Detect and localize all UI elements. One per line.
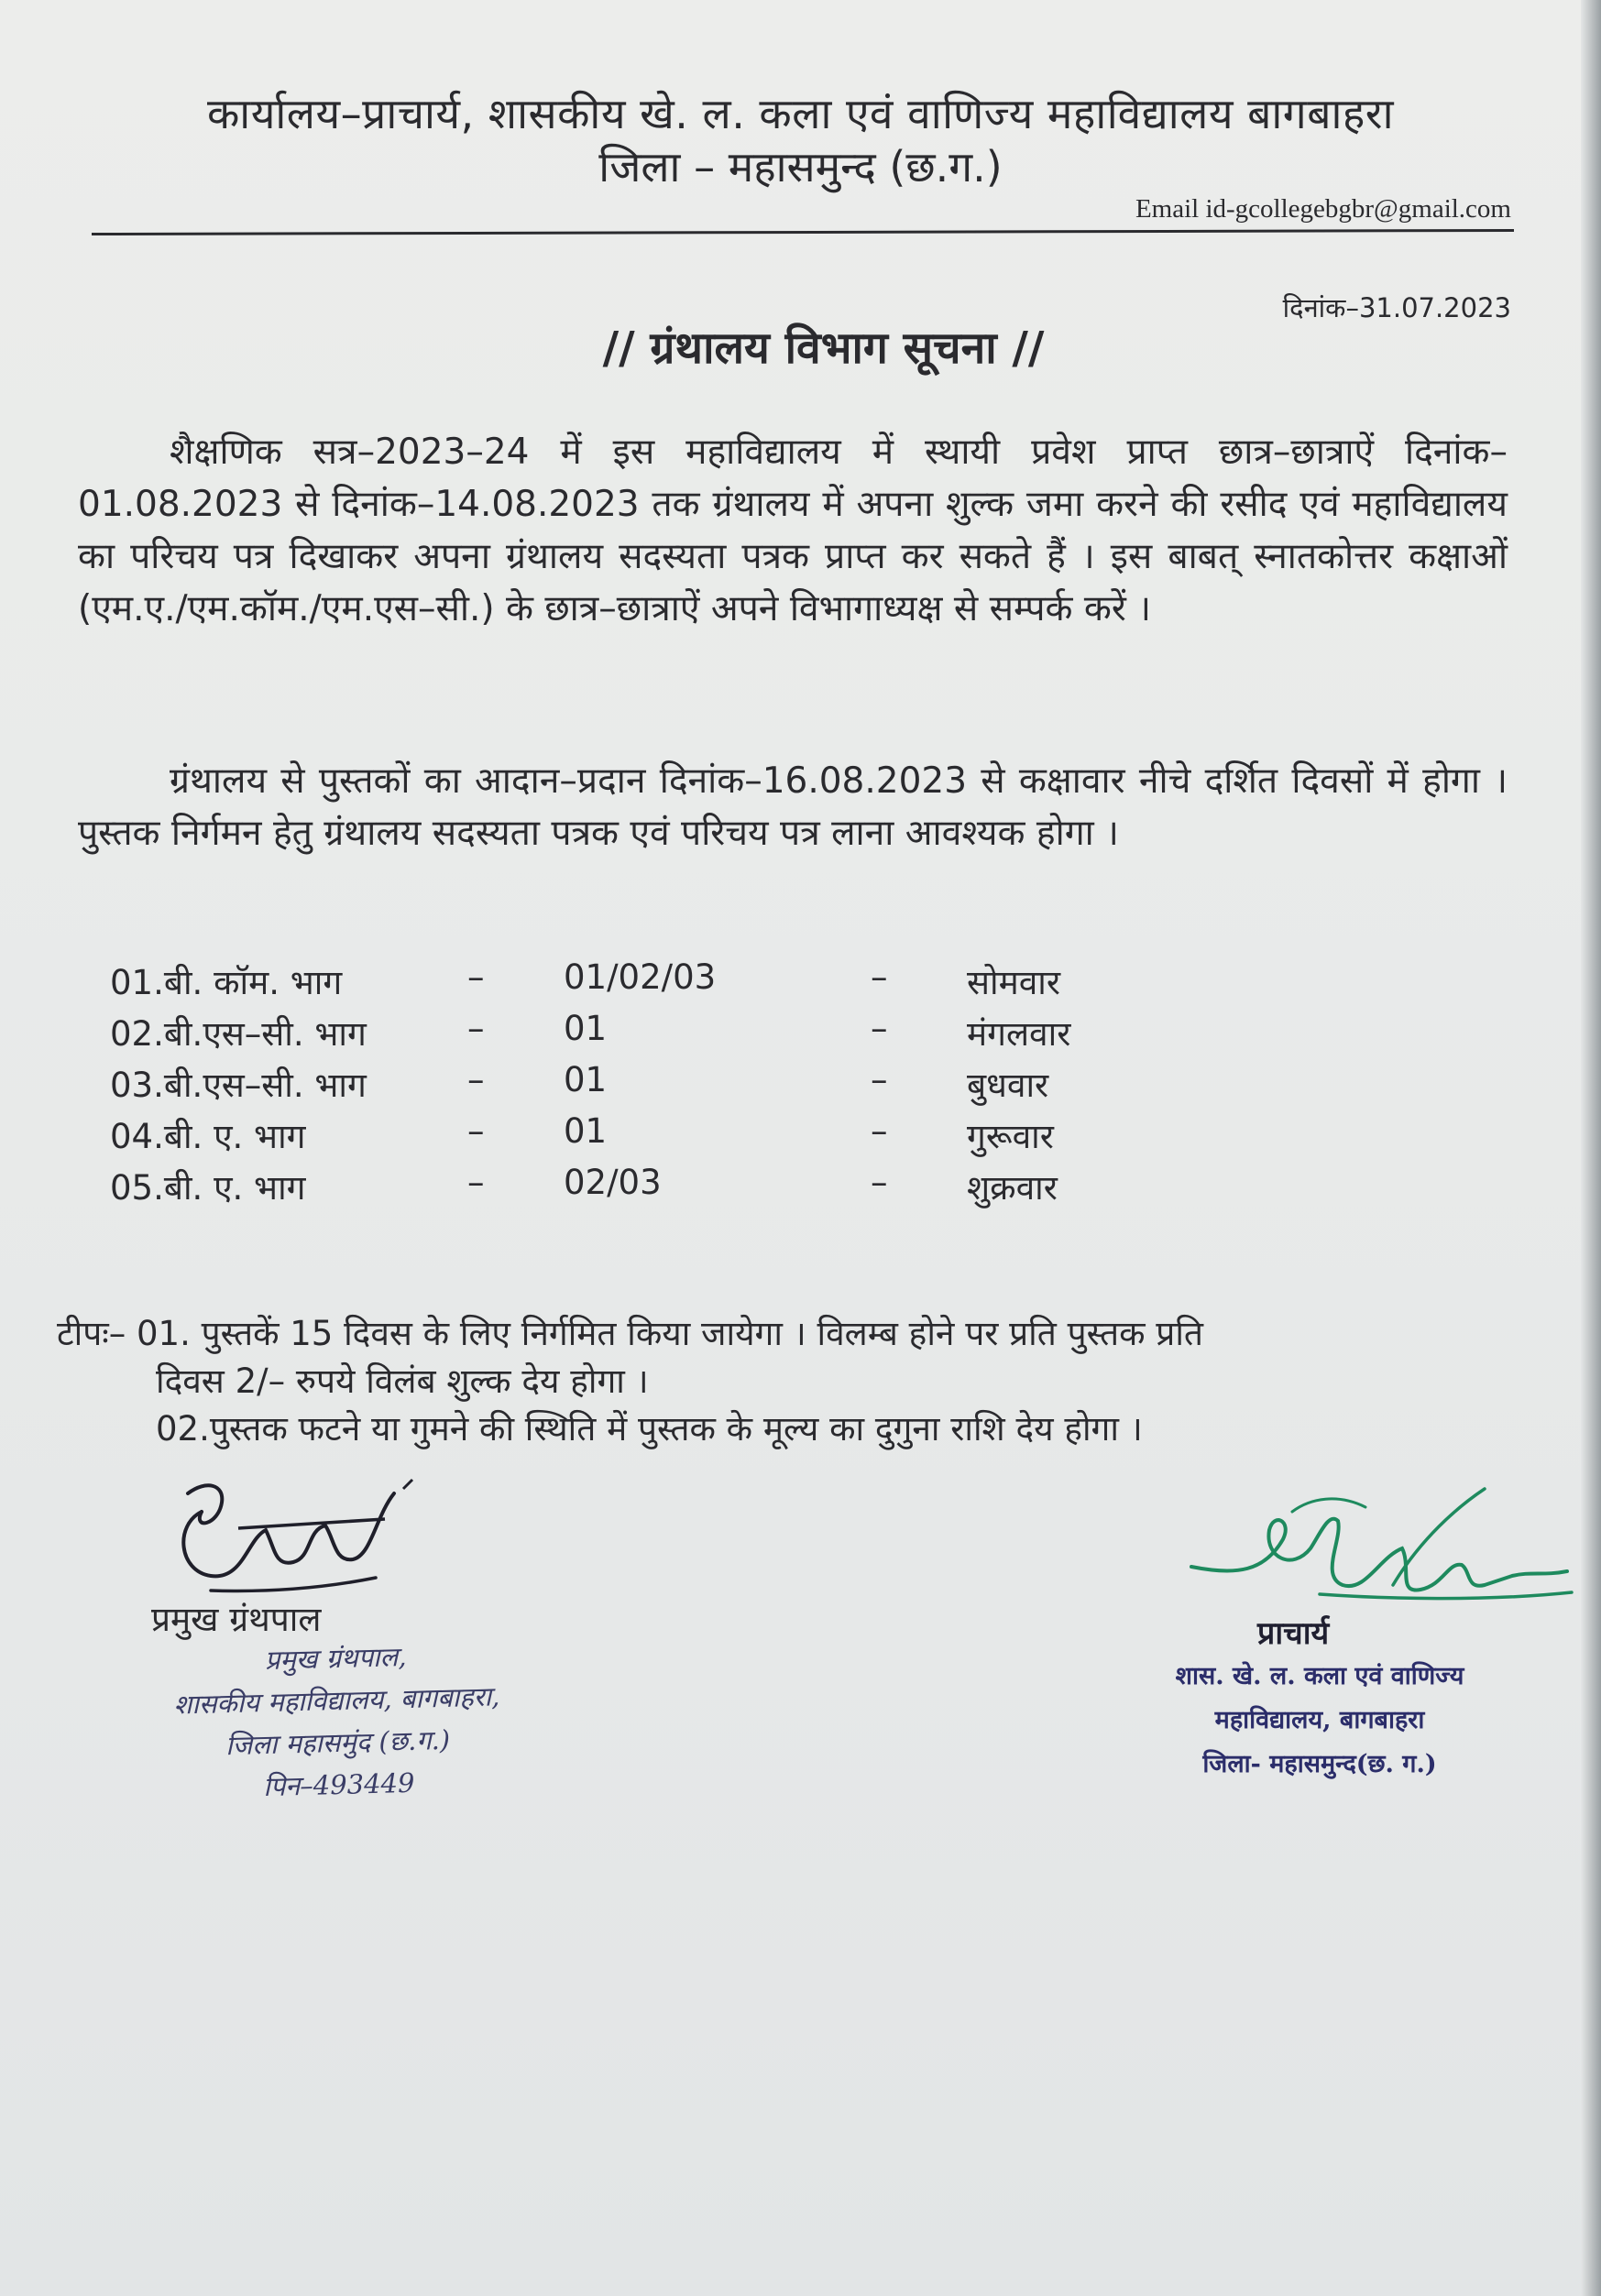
note-line: टीपः– 01. पुस्तकें 15 दिवस के लिए निर्गमित किया जायेगा । विलम्ब होने पर प्रति पुस्तक प्रति xyxy=(57,1314,1203,1353)
schedule-dash: – xyxy=(871,957,888,997)
stamp-line: महाविद्यालय, बागबाहरा xyxy=(1214,1706,1425,1734)
schedule-dash: – xyxy=(467,1060,485,1099)
district-header: जिला – महासमुन्द (छ.ग.) xyxy=(598,142,1003,191)
header-divider xyxy=(92,229,1514,235)
schedule-dash: – xyxy=(871,1163,888,1202)
schedule-course: 02.बी.एस–सी. भाग xyxy=(110,1014,367,1054)
schedule-day: शुक्रवार xyxy=(967,1168,1058,1208)
schedule-dash: – xyxy=(467,1163,485,1202)
schedule-course: 03.बी.एस–सी. भाग xyxy=(110,1066,367,1105)
schedule-day: गुरूवार xyxy=(967,1117,1054,1156)
stamp-line: शासकीय महाविद्यालय, बागबाहरा, xyxy=(173,1680,500,1721)
schedule-part: 01 xyxy=(564,1009,608,1048)
schedule-part: 02/03 xyxy=(564,1163,662,1202)
schedule-dash: – xyxy=(467,1009,485,1048)
schedule-part: 01/02/03 xyxy=(564,957,717,997)
principal-title: प्राचार्य xyxy=(1257,1615,1330,1652)
schedule-list xyxy=(110,957,1210,1214)
schedule-course: 01.बी. कॉम. भाग xyxy=(110,963,343,1002)
stamp-line: शास. खे. ल. कला एवं वाणिज्य xyxy=(1175,1662,1464,1690)
schedule-dash: – xyxy=(467,1111,485,1151)
schedule-part: 01 xyxy=(564,1060,608,1099)
schedule-dash: – xyxy=(871,1060,888,1099)
paragraph-issue xyxy=(78,755,1508,859)
email-line: Email id-gcollegebgbr@gmail.com xyxy=(1135,194,1511,224)
schedule-row xyxy=(110,1060,1210,1111)
note-line: 02.पुस्तक फटने या गुमने की स्थिति में पुस्तक के मूल्य का दुगुना राशि देय होगा । xyxy=(156,1409,1143,1449)
stamp-line: पिन–493449 xyxy=(262,1766,415,1803)
schedule-row xyxy=(110,1163,1210,1214)
schedule-course: 05.बी. ए. भाग xyxy=(110,1168,306,1208)
schedule-row xyxy=(110,1111,1210,1163)
librarian-stamp xyxy=(106,1631,569,1811)
librarian-title: प्रमुख ग्रंथपाल xyxy=(151,1600,322,1639)
paragraph-membership-text: शैक्षणिक सत्र–2023–24 में इस महाविद्यालय में स्थायी प्रवेश प्राप्त छात्र–छात्राऐं दिनांक–01.08.2023 से दिनांक–14.08.2023 तक ग्रंथालय में अपना शुल्क जमा करने की रसीद एवं महाविद्यालय का परिचय पत्र दिखाकर अपना ग्रंथालय सदस्यता पत्रक प्राप्त कर सकते हैं । इस बाबत् स्नातकोत्तर कक्षाओं (एम.ए./एम.कॉम./एम.एस–सी.) के छात्र–छात्राऐं अपने विभागाध्यक्ष से सम्पर्क करें । xyxy=(78,432,1508,629)
paragraph-issue-text: ग्रंथालय से पुस्तकों का आदान–प्रदान दिनांक–16.08.2023 से कक्षावार नीचे दर्शित दिवसों में होगा । पुस्तक निर्गमन हेतु ग्रंथालय सदस्यता पत्रक एवं परिचय पत्र लाना आवश्यक होगा । xyxy=(78,760,1508,854)
stamp-line: जिला महासमुंद (छ.ग.) xyxy=(225,1723,451,1762)
schedule-row xyxy=(110,957,1210,1009)
schedule-dash: – xyxy=(871,1111,888,1151)
principal-signature xyxy=(1182,1484,1576,1631)
note-line: दिवस 2/– रुपये विलंब शुल्क देय होगा । xyxy=(156,1361,649,1401)
paragraph-membership xyxy=(78,426,1508,635)
schedule-dash: – xyxy=(467,957,485,997)
notes-block xyxy=(57,1310,1486,1453)
office-header: कार्यालय–प्राचार्य, शासकीय खे. ल. कला एवं वाणिज्य महाविद्यालय बागबाहरा xyxy=(206,89,1395,138)
schedule-day: बुधवार xyxy=(967,1066,1049,1105)
stamp-line: जिला- महासमुन्द(छ. ग.) xyxy=(1202,1750,1437,1778)
schedule-day: मंगलवार xyxy=(967,1014,1071,1054)
schedule-part: 01 xyxy=(564,1111,608,1151)
schedule-row xyxy=(110,1009,1210,1060)
schedule-course: 04.बी. ए. भाग xyxy=(110,1117,306,1156)
schedule-dash: – xyxy=(871,1009,888,1048)
librarian-signature xyxy=(137,1475,440,1594)
notice-title: // ग्रंथालय विभाग सूचना // xyxy=(602,323,1045,374)
principal-stamp xyxy=(1127,1655,1512,1787)
notice-date: दिनांक–31.07.2023 xyxy=(1282,292,1511,323)
schedule-day: सोमवार xyxy=(967,963,1061,1002)
stamp-line: प्रमुख ग्रंथपाल, xyxy=(264,1641,407,1677)
